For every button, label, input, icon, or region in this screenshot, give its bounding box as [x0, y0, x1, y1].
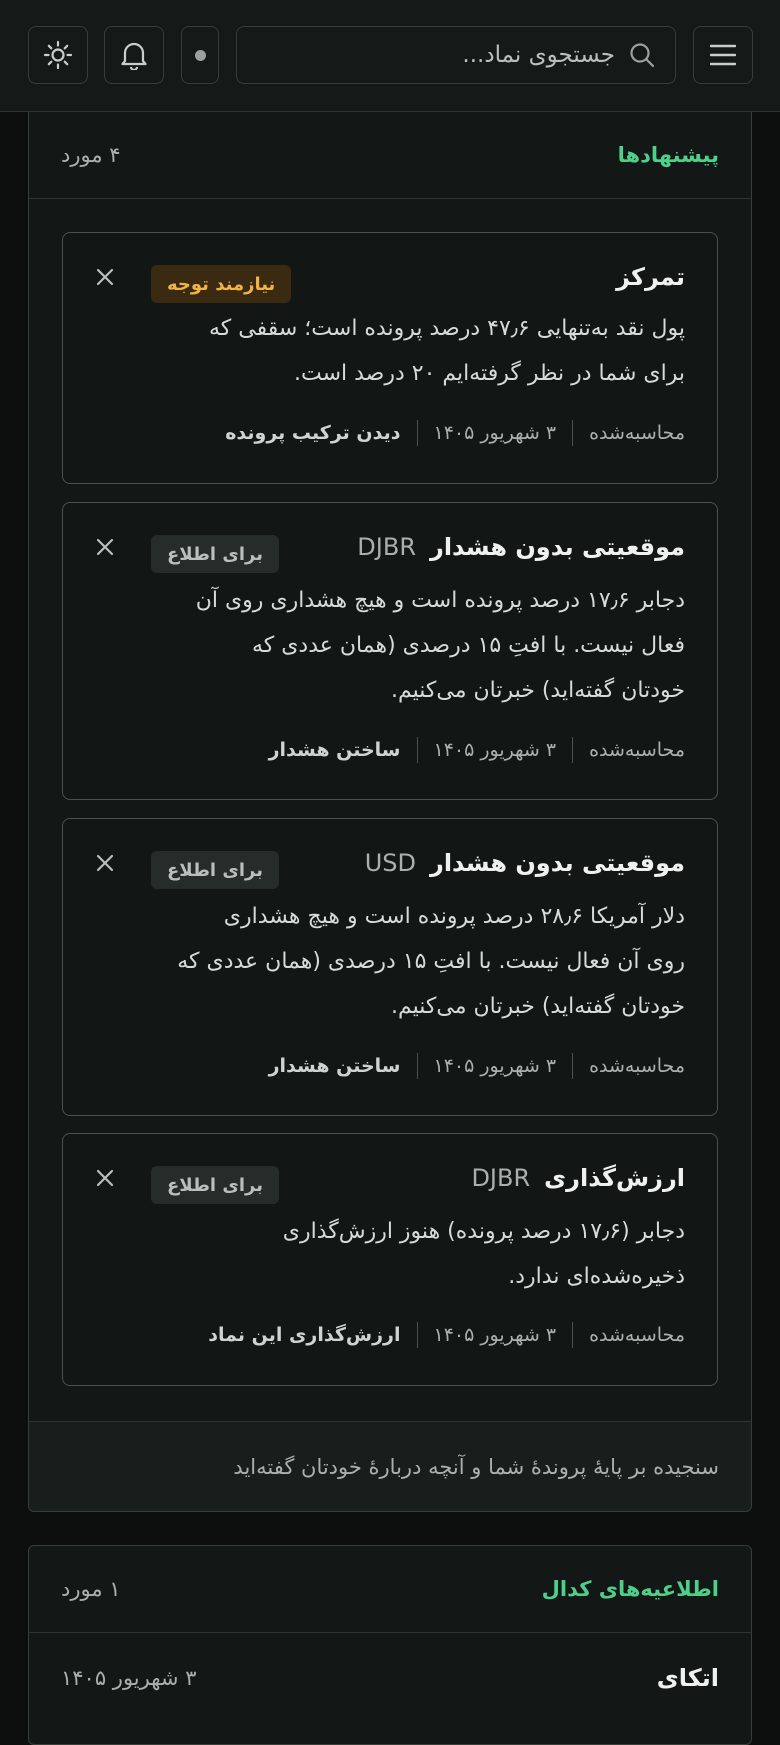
suggestions-header	[29, 112, 751, 199]
card-body	[125, 894, 685, 1029]
meta-computed: محاسبه‌شده	[589, 1055, 685, 1077]
close-icon[interactable]	[93, 1166, 117, 1190]
codal-title: اطلاعیه‌های کدال	[541, 1577, 719, 1601]
card-meta	[269, 735, 685, 765]
meta-divider	[417, 420, 418, 446]
card-title-row	[357, 533, 685, 561]
meta-computed: محاسبه‌شده	[589, 1324, 685, 1346]
meta-divider	[572, 737, 573, 763]
card-symbol: USD	[364, 849, 416, 877]
card-body-line: دجابر (۱۷٫۶ درصد پرونده) هنوز ارزش‌گذاری	[282, 1219, 685, 1244]
codal-count: ۱ مورد	[61, 1577, 121, 1601]
card-body	[125, 578, 685, 713]
theme-toggle-button[interactable]	[28, 26, 88, 84]
status-badge: نیازمند توجه	[151, 265, 291, 303]
search-placeholder: جستجوی نماد...	[462, 42, 615, 68]
suggestion-card	[62, 1133, 718, 1386]
card-body-line: برای شما در نظر گرفته‌ایم ۲۰ درصد است.	[293, 361, 685, 386]
card-title-row	[365, 849, 685, 877]
status-badge: برای اطلاع	[151, 535, 279, 573]
status-button[interactable]	[181, 26, 219, 84]
card-action-link[interactable]: دیدن ترکیب پرونده	[225, 422, 401, 444]
list-item[interactable]	[29, 1633, 751, 1723]
card-title: موقعیتی بدون هشدار	[430, 533, 685, 561]
card-body-line: دجابر ۱۷٫۶ درصد پرونده است و هیچ هشداری روی آن	[195, 588, 685, 613]
card-action-link[interactable]: ساختن هشدار	[268, 1055, 401, 1077]
suggestions-footer-text: سنجیده بر پایهٔ پروندهٔ شما و آنچه دربارهٔ خودتان گفته‌اید	[233, 1454, 719, 1479]
card-body-line: ذخیره‌شده‌ای ندارد.	[508, 1264, 685, 1289]
card-meta	[208, 1320, 685, 1350]
sun-icon	[43, 40, 73, 70]
card-meta	[225, 418, 685, 448]
card-body-line: فعال نیست. با افتِ ۱۵ درصدی (همان عددی که	[251, 633, 685, 658]
card-meta	[269, 1051, 685, 1081]
card-title-row	[471, 1164, 685, 1192]
meta-divider	[572, 420, 573, 446]
meta-computed: محاسبه‌شده	[589, 422, 685, 444]
search-icon	[629, 42, 655, 68]
status-badge: برای اطلاع	[151, 851, 279, 889]
card-body-line: پول نقد به‌تنهایی ۴۷٫۶ درصد پرونده است؛ سقفی که	[209, 316, 685, 341]
meta-date: ۳ شهریور ۱۴۰۵	[433, 739, 557, 761]
suggestion-card	[62, 502, 718, 800]
suggestions-footer	[29, 1421, 751, 1511]
announcement-title: اتکای	[656, 1664, 719, 1692]
card-body-line: دلار آمریکا ۲۸٫۶ درصد پرونده است و هیچ هشداری	[223, 904, 685, 929]
meta-divider	[417, 737, 418, 763]
card-title-row	[616, 263, 685, 291]
bell-icon	[120, 40, 148, 70]
meta-computed: محاسبه‌شده	[589, 739, 685, 761]
notifications-button[interactable]	[104, 26, 164, 84]
card-body-line: روی آن فعال نیست. با افتِ ۱۵ درصدی (همان عددی که	[177, 949, 685, 974]
card-action-link[interactable]: ارزش‌گذاری این نماد	[208, 1324, 401, 1346]
card-title: تمرکز	[616, 263, 685, 291]
card-body-line: خودتان گفته‌اید) خبرتان می‌کنیم.	[391, 678, 685, 703]
suggestions-panel	[28, 112, 752, 1512]
meta-date: ۳ شهریور ۱۴۰۵	[433, 422, 557, 444]
codal-panel	[28, 1545, 752, 1745]
search-input[interactable]	[236, 26, 676, 84]
meta-divider	[572, 1053, 573, 1079]
meta-divider	[417, 1053, 418, 1079]
card-body	[125, 306, 685, 396]
suggestion-card	[62, 818, 718, 1116]
status-dot-icon	[195, 50, 206, 61]
card-action-link[interactable]: ساختن هشدار	[268, 739, 401, 761]
meta-date: ۳ شهریور ۱۴۰۵	[433, 1055, 557, 1077]
meta-date: ۳ شهریور ۱۴۰۵	[433, 1324, 557, 1346]
card-body	[125, 1209, 685, 1299]
menu-icon	[710, 44, 736, 66]
card-body-line: خودتان گفته‌اید) خبرتان می‌کنیم.	[391, 994, 685, 1019]
card-symbol: DJBR	[357, 533, 416, 561]
meta-divider	[417, 1322, 418, 1348]
announcement-date: ۳ شهریور ۱۴۰۵	[61, 1666, 197, 1690]
close-icon[interactable]	[93, 851, 117, 875]
codal-header	[29, 1546, 751, 1633]
top-bar	[0, 0, 780, 112]
suggestion-card	[62, 232, 718, 484]
suggestions-title: پیشنهادها	[617, 143, 719, 167]
card-symbol: DJBR	[471, 1164, 531, 1192]
close-icon[interactable]	[93, 265, 117, 289]
meta-divider	[572, 1322, 573, 1348]
close-icon[interactable]	[93, 535, 117, 559]
menu-button[interactable]	[693, 26, 753, 84]
status-badge: برای اطلاع	[151, 1166, 279, 1204]
card-title: موقعیتی بدون هشدار	[430, 849, 685, 877]
card-title: ارزش‌گذاری	[544, 1164, 685, 1192]
suggestions-count: ۴ مورد	[61, 143, 121, 167]
